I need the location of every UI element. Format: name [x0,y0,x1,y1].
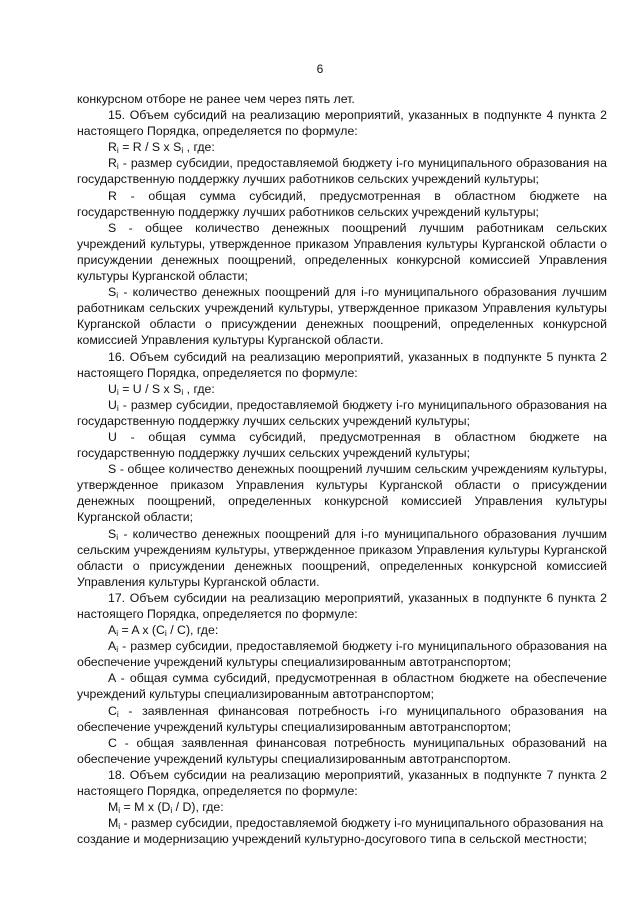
definition-ai [77,638,607,670]
formula-text: , где: [183,381,215,396]
formula-subscript: i [116,628,119,639]
definition-text: - количество денежных поощрений для i-го муниципального образования лучшим сельским учреждениям культуры, утвержденное приказом Управления культуры Курганской области о присуждении денежных поощрений, определенных конкурсной комиссией Управления культуры Курганской области. [77,526,607,589]
paragraph-section-18: 18. Объем субсидии на реализацию мероприятий, указанных в подпункте 7 пункта 2 настоящего Порядка, определяется по формуле: [77,767,607,799]
term-subscript: i [116,644,119,655]
term-subscript: i [116,290,119,301]
definition-s2: S - общее количество денежных поощрений лучшим сельским учреждениям культуры, утвержденное приказом Управления культуры Курганской области о присуждении денежных поощрений, определенных конкурсной комиссией Управления культуры Курганской области; [77,462,607,525]
formula-m [77,799,607,815]
formula-subscript: i [181,145,184,156]
definition-text: - количество денежных поощрений для i-го муниципального образования лучшим работникам сельских учреждений культуры, утвержденное приказом Управления культуры Курганской области о присуждении денежных поощрений, определенных конкурсной комиссией Управления культуры Курганской области. [77,285,607,348]
term: M [108,816,119,831]
term-subscript: i [116,531,119,542]
definition-s: S - общее количество денежных поощрений лучшим работникам сельских учреждений культуры, утвержденное приказом Управления культуры Курганской области о присуждении денежных поощрений, определенных конкурсной комиссией Управления культуры Курганской области; [77,220,607,284]
formula-text: A [108,623,117,638]
formula-subscript: i [170,805,173,816]
formula-text: = R / S x S [118,140,182,155]
formula-text: , где: [183,140,215,155]
definition-si2 [77,526,607,590]
definition-ri [77,155,607,187]
definition-text: - заявленная финансовая потребность i-го муниципального образования на обеспечение учреждений культуры специализированным автотранспортом; [77,703,607,734]
definition-ci [77,703,607,735]
formula-subscript: i [116,145,119,156]
formula-text: = U / S x S [118,381,182,396]
term: R [108,156,117,171]
definition-c: C - общая заявленная финансовая потребность муниципальных образований на обеспечение учреждений культуры специализированным автотранспортом. [77,735,607,766]
formula-u [77,381,607,397]
formula-text: = M x (D [120,800,171,815]
formula-a [77,622,607,638]
formula-subscript: i [181,386,184,397]
term: A [108,639,117,654]
paragraph-section-17: 17. Объем субсидии на реализацию мероприятий, указанных в подпункте 6 пункта 2 настоящего Порядка, определяется по формуле: [77,590,607,621]
definition-a: A - общая сумма субсидий, предусмотренная в областном бюджете на обеспечение учреждений культуры специализированным автотранспортом; [77,671,607,702]
formula-text: M [108,800,119,815]
term-subscript: i [116,708,119,719]
formula-text: / C), где: [166,623,219,638]
definition-text: - размер субсидии, предоставляемой бюджету i-го муниципального образования на государственную поддержку лучших работников сельских учреждений культуры; [77,156,607,187]
formula-subscript: i [118,805,121,816]
page-number: 6 [316,62,324,76]
paragraph: конкурсном отборе не ранее чем через пять лет. [77,92,355,106]
definition-text: - размер субсидии, предоставляемой бюджету i-го муниципального образования на создание и модернизацию учреждений культурно-досугового типа в сельской местности; [77,816,604,847]
document-body [77,91,607,847]
paragraph-section-15: 15. Объем субсидий на реализацию мероприятий, указанных в подпункте 4 пункта 2 настоящего Порядка, определяется по формуле: [77,108,607,139]
formula-text: / D), где: [172,800,224,815]
term: S [108,285,117,300]
term: U [108,397,117,412]
definition-text: - размер субсидии, предоставляемой бюджету i-го муниципального образования на обеспечение учреждений культуры специализированным автотранспортом; [77,639,607,670]
term: S [108,526,117,541]
definition-u: U - общая сумма субсидий, предусмотренная в областном бюджете на государственную поддержку лучших сельских учреждений культуры; [77,429,607,461]
term-subscript: i [116,402,119,413]
definition-si [77,284,607,348]
definition-r: R - общая сумма субсидий, предусмотренная в областном бюджете на государственную поддержку лучших работников сельских учреждений культуры; [77,188,607,219]
formula-text: U [108,381,117,396]
formula-text: R [108,140,117,155]
formula-r [77,139,607,155]
term-subscript: i [118,821,121,832]
formula-subscript: i [164,628,167,639]
paragraph-section-16: 16. Объем субсидий на реализацию мероприятий, указанных в подпункте 5 пункта 2 настоящего Порядка, определяется по формуле: [77,349,607,380]
term-subscript: i [116,161,119,172]
formula-subscript: i [116,386,119,397]
term: C [108,703,117,718]
definition-mi [77,815,607,847]
formula-text: = A x (C [118,623,165,638]
definition-ui [77,397,607,429]
definition-text: - размер субсидии, предоставляемой бюджету i-го муниципального образования на государственную поддержку лучших сельских учреждений культуры; [77,397,607,428]
